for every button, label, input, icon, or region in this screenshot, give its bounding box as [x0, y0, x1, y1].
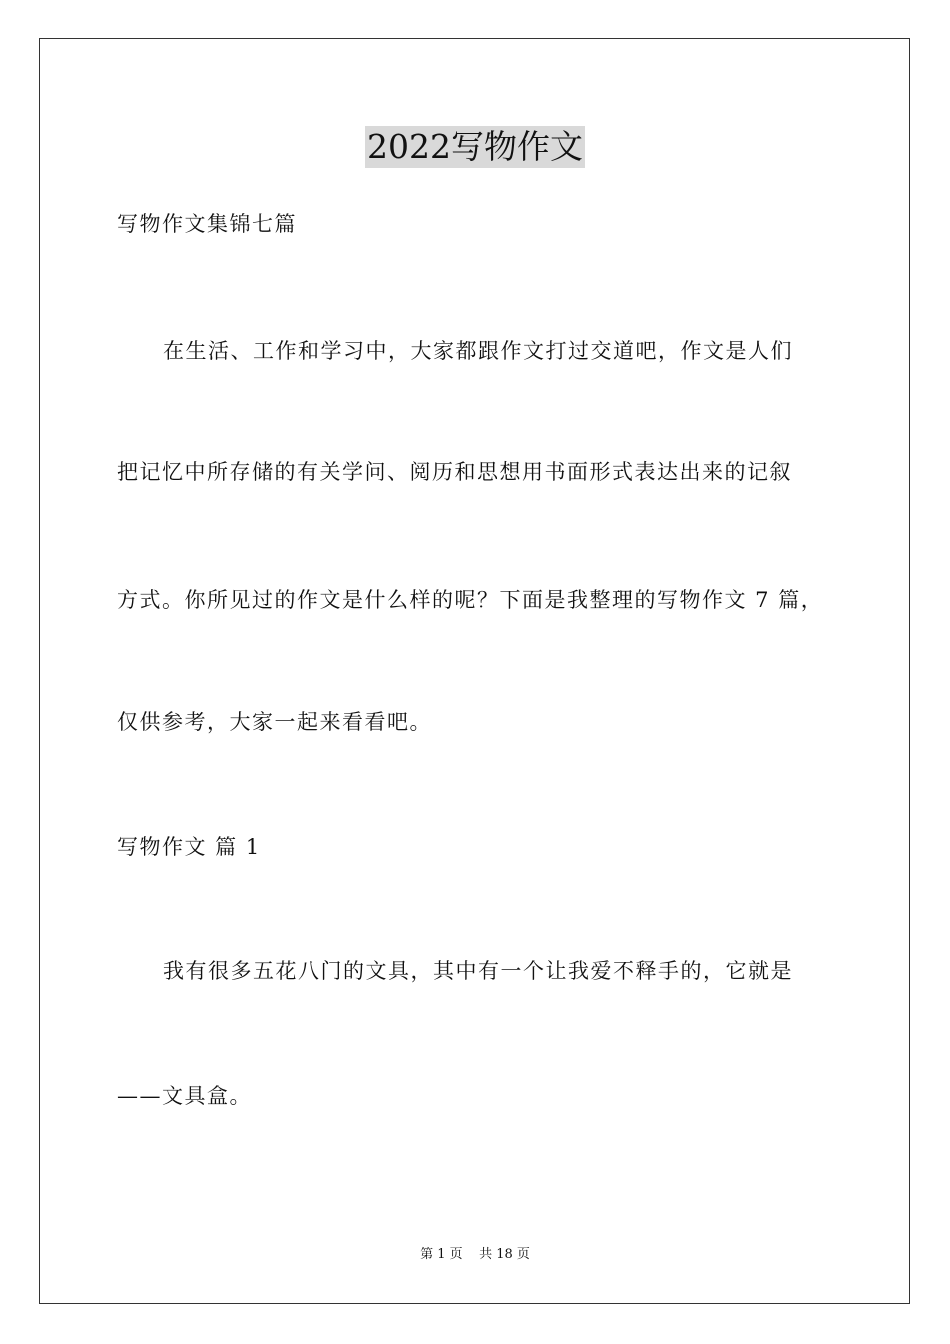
section-heading: 写物作文 篇 1: [117, 835, 261, 859]
document-title: 2022写物作文: [367, 127, 583, 166]
paragraph-line: 在生活、工作和学习中，大家都跟作文打过交道吧，作文是人们: [163, 339, 793, 363]
paragraph-line: 方式。你所见过的作文是什么样的呢？下面是我整理的写物作文 7 篇，: [117, 588, 824, 612]
page-footer: 第 1 页 共 18 页: [420, 1247, 530, 1262]
document-subtitle: 写物作文集锦七篇: [117, 212, 297, 236]
title-container: [0, 126, 950, 168]
paragraph-line: 仅供参考，大家一起来看看吧。: [117, 710, 432, 734]
paragraph-line: 把记忆中所存储的有关学问、阅历和思想用书面形式表达出来的记叙: [117, 460, 792, 484]
paragraph-line: 我有很多五花八门的文具，其中有一个让我爱不释手的，它就是: [163, 959, 793, 983]
paragraph-line: ——文具盒。: [117, 1084, 252, 1108]
